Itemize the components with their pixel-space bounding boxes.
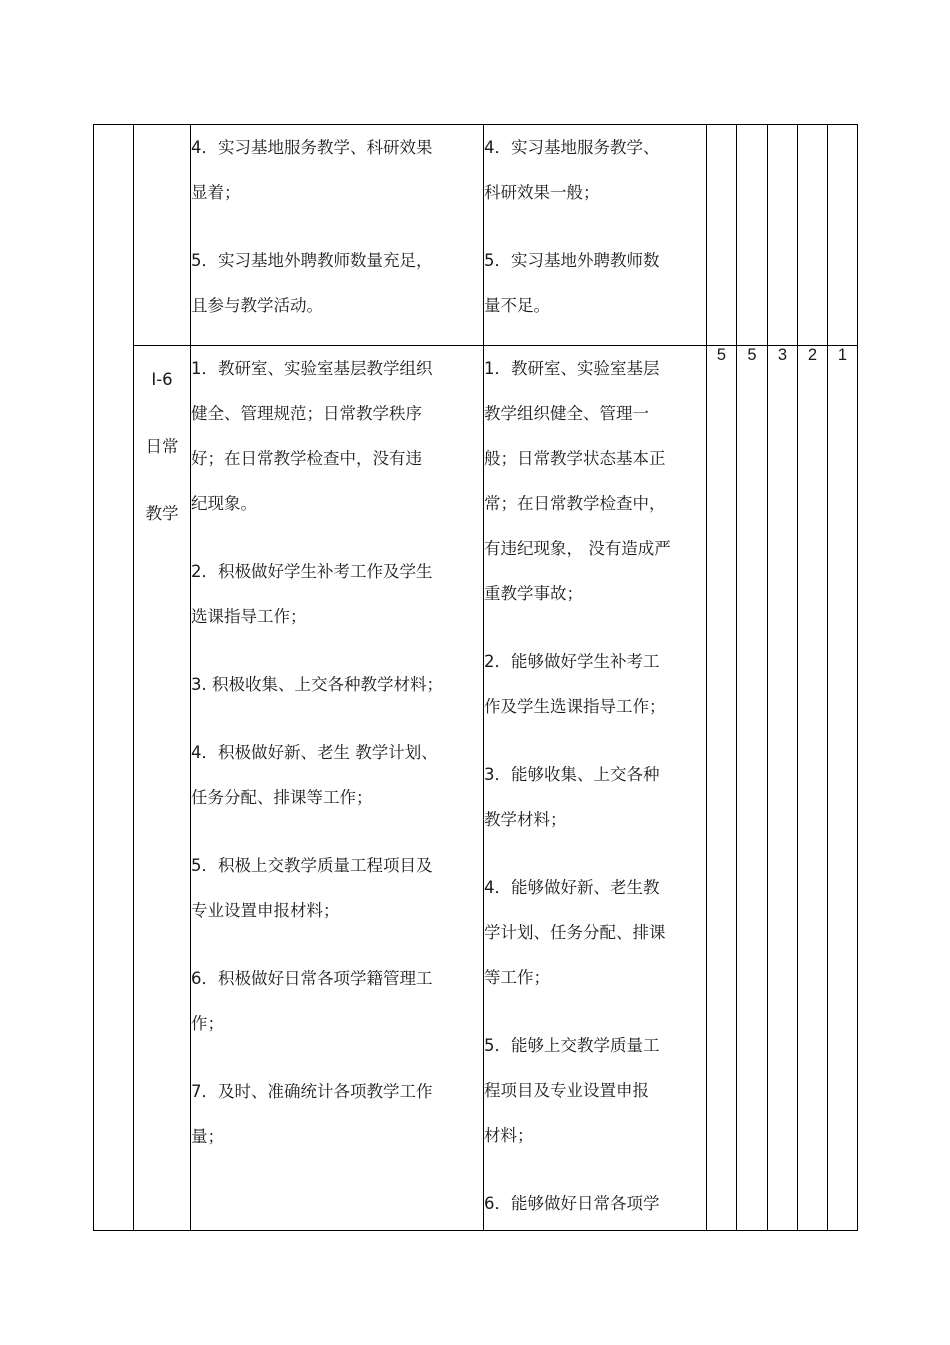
criteria-text-line: 任务分配、排课等工作； bbox=[191, 788, 373, 807]
criteria-text-line: 1．教研室、实验室基层 bbox=[484, 359, 660, 378]
score-cell: 2 bbox=[798, 346, 828, 1231]
paragraph-gap bbox=[484, 1158, 706, 1181]
paragraph-gap bbox=[191, 215, 483, 238]
criteria-text-line: 材料； bbox=[484, 1126, 534, 1145]
criteria-text-line: 学计划、任务分配、排课 bbox=[484, 923, 666, 942]
table-row-1 bbox=[94, 125, 858, 346]
average-criteria-cell bbox=[484, 346, 707, 1231]
score-cell: 3 bbox=[768, 346, 798, 1231]
category-cell bbox=[134, 346, 191, 1231]
paragraph-gap bbox=[191, 820, 483, 843]
criteria-text-line: 有违纪现象， 没有造成严 bbox=[484, 539, 671, 558]
criteria-text-line: 2．积极做好学生补考工作及学生 bbox=[191, 562, 433, 581]
criteria-text-line: 量； bbox=[191, 1127, 224, 1146]
score-cell: 5 bbox=[707, 346, 737, 1231]
criteria-text-line: 健全、管理规范；日常教学秩序 bbox=[191, 404, 422, 423]
criteria-text-line: 5．实习基地外聘教师数量充足， bbox=[191, 251, 433, 270]
criteria-text-line: 作； bbox=[191, 1014, 224, 1033]
paragraph-gap bbox=[484, 215, 706, 238]
score-cell-blank bbox=[737, 125, 768, 346]
category-cell-blank bbox=[134, 125, 191, 346]
criteria-text-line: 3．能够收集、上交各种 bbox=[484, 765, 660, 784]
criteria-text-line: 好；在日常教学检查中，没有违 bbox=[191, 449, 422, 468]
paragraph-gap bbox=[191, 933, 483, 956]
paragraph-gap bbox=[484, 1000, 706, 1023]
criteria-text-line: 教学材料； bbox=[484, 810, 567, 829]
criteria-text-line: 6．能够做好日常各项学 bbox=[484, 1194, 660, 1213]
criteria-text-line: 作及学生选课指导工作； bbox=[484, 697, 666, 716]
criteria-text-line: 2．能够做好学生补考工 bbox=[484, 652, 660, 671]
criteria-text-line: 程项目及专业设置申报 bbox=[484, 1081, 649, 1100]
score-cell-blank bbox=[798, 125, 828, 346]
criteria-text-line: 专业设置申报材料； bbox=[191, 901, 340, 920]
criteria-text-line: 4．实习基地服务教学、 bbox=[484, 138, 660, 157]
criteria-text-line: 1．教研室、实验室基层教学组织 bbox=[191, 359, 433, 378]
paragraph-gap bbox=[191, 1046, 483, 1069]
paragraph-gap bbox=[484, 616, 706, 639]
criteria-text-line: 5．实习基地外聘教师数 bbox=[484, 251, 660, 270]
criteria-text-line: 教学组织健全、管理一 bbox=[484, 404, 649, 423]
score-cell: 1 bbox=[828, 346, 858, 1231]
criteria-text-line: 显着； bbox=[191, 183, 241, 202]
table-row-2 bbox=[94, 346, 858, 1231]
average-criteria-cell bbox=[484, 125, 707, 346]
excellent-criteria-cell bbox=[191, 346, 484, 1231]
score-cell-blank bbox=[768, 125, 798, 346]
criteria-text-line: 般；日常教学状态基本正 bbox=[484, 449, 666, 468]
paragraph-gap bbox=[484, 729, 706, 752]
category-name-line: 日常 bbox=[145, 437, 179, 456]
criteria-text-line: 4．能够做好新、老生教 bbox=[484, 878, 660, 897]
criteria-text-line: 3. 积极收集、上交各种教学材料； bbox=[191, 675, 443, 694]
criteria-text-line: 量不足。 bbox=[484, 296, 550, 315]
criteria-text-line: 4．积极做好新、老生 教学计划、 bbox=[191, 743, 438, 762]
category-code: Ⅰ-6 bbox=[151, 370, 173, 389]
criteria-text-line: 纪现象。 bbox=[191, 494, 257, 513]
left-blank-cell bbox=[94, 125, 134, 1231]
criteria-text-line: 5．积极上交教学质量工程项目及 bbox=[191, 856, 433, 875]
criteria-text-line: 5．能够上交教学质量工 bbox=[484, 1036, 660, 1055]
score-cell-blank bbox=[828, 125, 858, 346]
paragraph-gap bbox=[191, 707, 483, 730]
criteria-text-line: 重教学事故； bbox=[484, 584, 583, 603]
score-cell-blank bbox=[707, 125, 737, 346]
criteria-text-line: 常；在日常教学检查中， bbox=[484, 494, 666, 513]
evaluation-table bbox=[93, 124, 858, 1231]
paragraph-gap bbox=[191, 526, 483, 549]
criteria-text-line: 7．及时、准确统计各项教学工作 bbox=[191, 1082, 433, 1101]
criteria-text-line: 6．积极做好日常各项学籍管理工 bbox=[191, 969, 433, 988]
paragraph-gap bbox=[484, 842, 706, 865]
excellent-criteria-cell bbox=[191, 125, 484, 346]
criteria-text-line: 选课指导工作； bbox=[191, 607, 307, 626]
criteria-text-line: 且参与教学活动。 bbox=[191, 296, 323, 315]
paragraph-gap bbox=[191, 639, 483, 662]
score-cell: 5 bbox=[737, 346, 768, 1231]
criteria-text-line: 等工作； bbox=[484, 968, 550, 987]
category-name-line: 教学 bbox=[145, 504, 179, 523]
criteria-text-line: 科研效果一般； bbox=[484, 183, 600, 202]
criteria-text-line: 4．实习基地服务教学、科研效果 bbox=[191, 138, 433, 157]
